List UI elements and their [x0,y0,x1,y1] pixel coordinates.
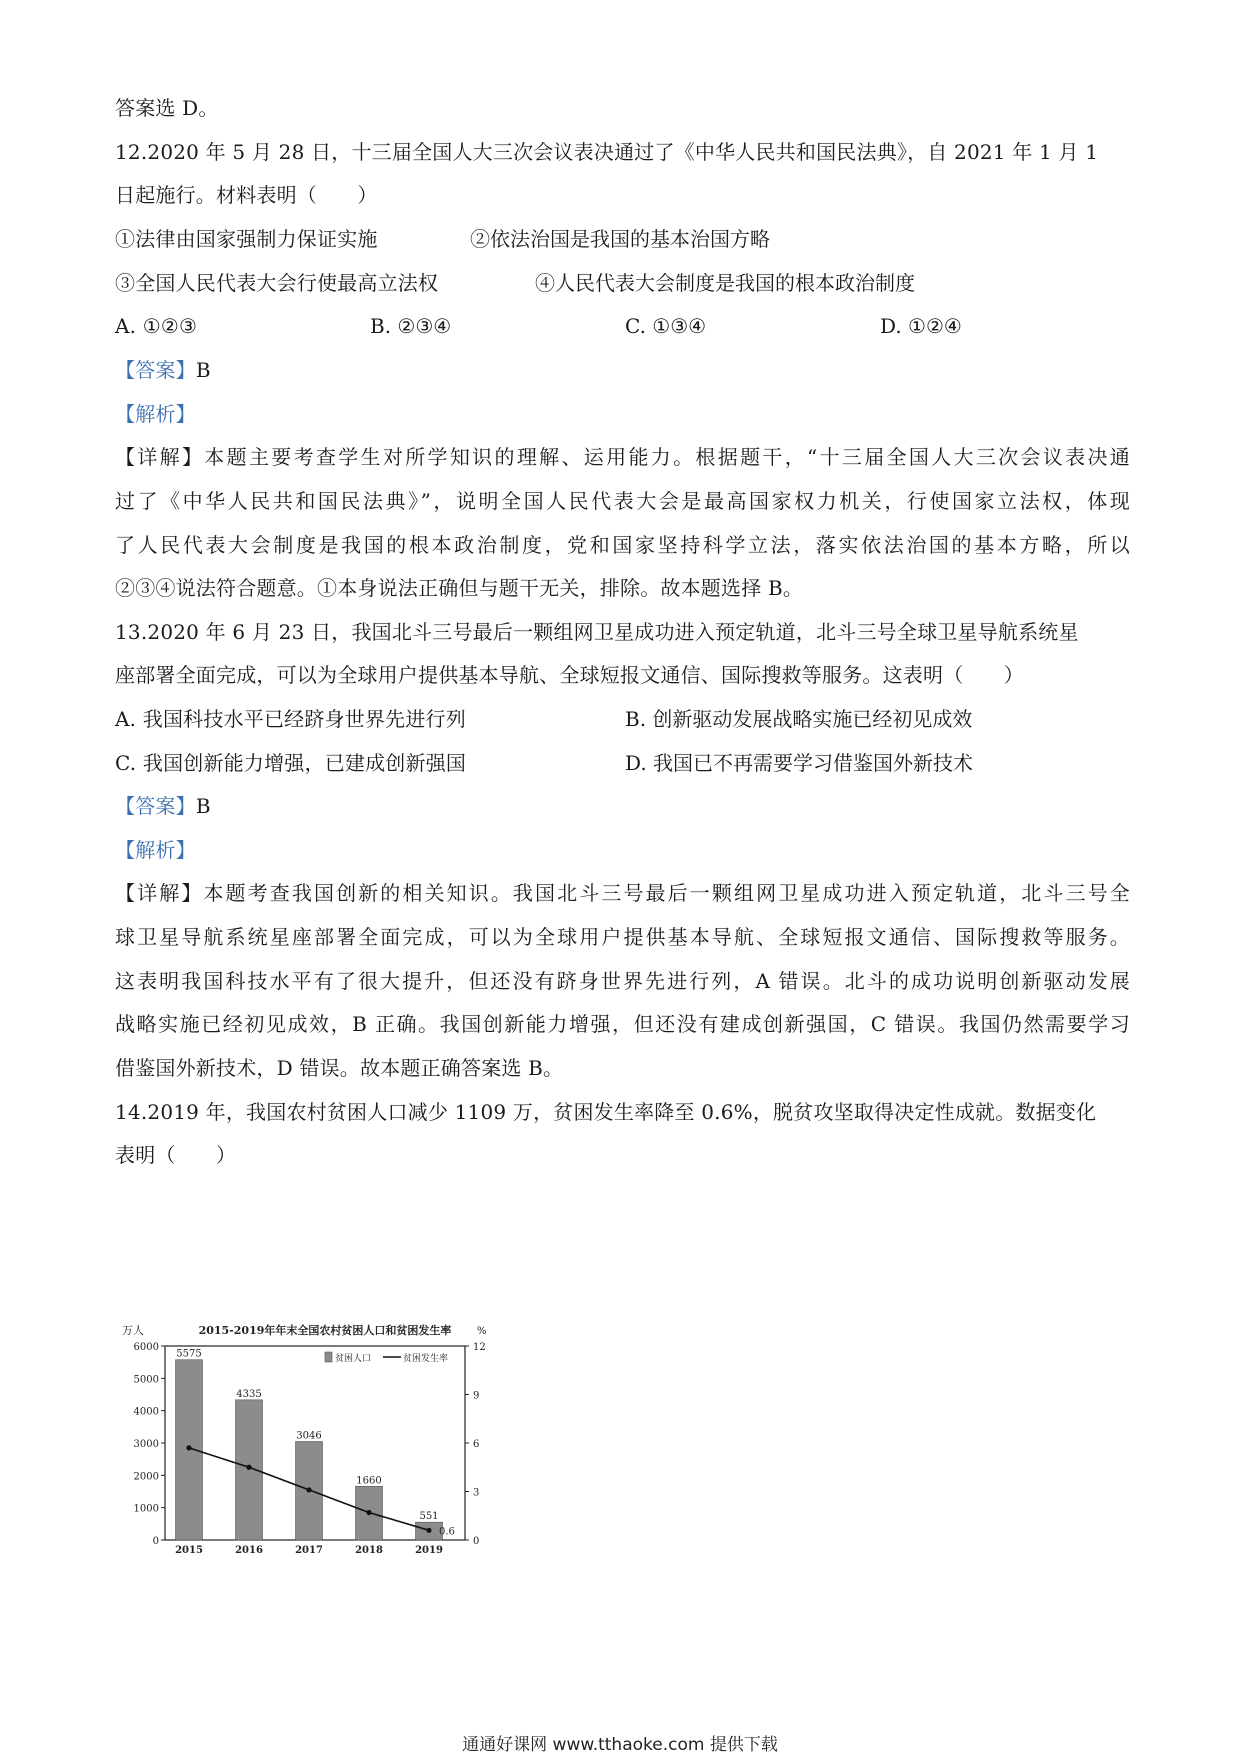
bar-2016 [236,1400,263,1540]
q12-detail-4: ②③④说法符合题意。①本身说法正确但与题干无关，排除。故本题选择 B。 [115,576,804,600]
y-axis-label: 万人 [122,1324,144,1337]
q12-option-a: A. ①②③ [115,314,198,338]
y2-tick-label: 12 [473,1342,486,1353]
answer-line: 答案选 D。 [115,96,219,120]
answer-value: B [195,358,211,382]
y-tick-label: 3000 [133,1439,159,1450]
q12-detail-3: 了人民代表大会制度是我国的根本政治制度，党和国家坚持科学立法，落实依法治国的基本方略，所以 [115,533,1130,557]
y-tick-label: 2000 [133,1471,159,1483]
q13-detail-1 [115,880,1130,906]
y-tick-label: 0 [152,1536,159,1547]
legend-bar-swatch [325,1352,332,1362]
detail-tag: 【详解】 [115,881,204,905]
q13-analysis-tag: 【解析】 [115,838,196,862]
x-tick-label: 2018 [355,1545,383,1556]
poverty-chart-svg [120,1318,550,1563]
q13-option-b: B. 创新驱动发展战略实施已经初见成效 [625,707,973,731]
answer-value: B [195,794,211,818]
x-tick-label: 2019 [415,1545,443,1556]
rate-point-2018 [366,1510,371,1515]
detail-text: 本题考查我国创新的相关知识。我国北斗三号最后一颗组网卫星成功进入预定轨道，北斗三号全 [203,881,1130,905]
q14-stem-2: 表明（ ） [115,1143,237,1167]
rate-point-2016 [246,1465,251,1470]
bar-value-label: 3046 [296,1430,322,1442]
q13-answer [115,793,211,819]
q12-answer [115,357,211,383]
y-tick-label: 6000 [133,1342,159,1353]
x-tick-label: 2015 [175,1545,203,1556]
q12-detail-1 [115,444,1130,470]
y2-axis-label: % [477,1326,487,1337]
legend-line-label: 贫困发生率 [403,1354,449,1364]
q12-option-c: C. ①③④ [625,314,707,338]
q13-detail-4: 战略实施已经初见成效，B 正确。我国创新能力增强，但还没有建成创新强国，C 错误。我国仍然需要学习 [115,1012,1130,1036]
y2-tick-label: 3 [473,1487,480,1499]
y2-tick-label: 0 [473,1536,480,1547]
bar-value-label: 5575 [176,1348,202,1360]
bar-value-label: 4335 [236,1388,262,1400]
q13-option-a: A. 我国科技水平已经跻身世界先进行列 [115,707,466,731]
legend-bar-label: 贫困人口 [335,1354,372,1364]
x-tick-label: 2017 [295,1545,323,1556]
q13-stem-1: 13.2020 年 6 月 23 日，我国北斗三号最后一颗组网卫星成功进入预定轨道，北斗三号全球卫星导航系统星 [115,620,1079,644]
q13-option-c: C. 我国创新能力增强，已建成创新强国 [115,751,467,775]
bar-value-label: 1660 [356,1475,382,1487]
q13-detail-5: 借鉴国外新技术，D 错误。故本题正确答案选 B。 [115,1056,564,1080]
rate-point-2015 [186,1445,191,1450]
bar-value-label: 551 [419,1511,439,1523]
y2-tick-label: 9 [473,1390,480,1402]
detail-tag: 【详解】 [115,445,205,469]
rate-point-2019 [426,1528,431,1533]
q12-analysis-tag: 【解析】 [115,402,196,426]
q14-stem-1: 14.2019 年，我国农村贫困人口减少 1109 万，贫困发生率降至 0.6%，脱贫攻坚取得决定性成就。数据变化 [115,1100,1097,1124]
rate-point-2017 [306,1487,311,1492]
y-tick-label: 1000 [133,1503,159,1515]
answer-tag: 【答案】 [115,358,196,382]
q12-statement-1: ①法律由国家强制力保证实施 [115,227,378,251]
detail-text: 本题主要考查学生对所学知识的理解、运用能力。根据题干，“十三届全国人大三次会议表决通 [204,445,1130,469]
answer-tag: 【答案】 [115,794,196,818]
y-tick-label: 4000 [133,1406,159,1418]
q12-statement-2: ②依法治国是我国的基本治国方略 [470,227,770,251]
q12-option-b: B. ②③④ [370,314,452,338]
y-tick-label: 5000 [133,1374,159,1386]
y2-tick-label: 6 [473,1439,480,1450]
footer-source: 通通好课网 www.tthaoke.com 提供下载 [462,1735,778,1755]
poverty-chart [120,1318,550,1563]
q12-detail-2: 过了《中华人民共和国民法典》”，说明全国人民代表大会是最高国家权力机关，行使国家立法权，体现 [115,489,1130,513]
q12-statement-4: ④人民代表大会制度是我国的根本政治制度 [535,271,915,295]
chart-title: 2015-2019年年末全国农村贫困人口和贫困发生率 [198,1324,452,1337]
q13-detail-3: 这表明我国科技水平有了很大提升，但还没有跻身世界先进行列，A 错误。北斗的成功说明创新驱动发展 [115,969,1130,993]
q12-statement-3: ③全国人民代表大会行使最高立法权 [115,271,439,295]
q12-stem-1: 12.2020 年 5 月 28 日，十三届全国人大三次会议表决通过了《中华人民共和国民法典》，自 2021 年 1 月 1 [115,140,1099,164]
q12-option-d: D. ①②④ [880,314,962,338]
x-tick-label: 2016 [235,1545,263,1556]
q13-option-d: D. 我国已不再需要学习借鉴国外新技术 [625,751,974,775]
rate-annotation: 0.6 [439,1526,455,1538]
q13-detail-2: 球卫星导航系统星座部署全面完成，可以为全球用户提供基本导航、全球短报文通信、国际搜救等服务。 [115,925,1130,949]
q13-stem-2: 座部署全面完成，可以为全球用户提供基本导航、全球短报文通信、国际搜救等服务。这表明（ ） [115,663,1024,687]
q12-stem-2: 日起施行。材料表明（ ） [115,183,378,207]
